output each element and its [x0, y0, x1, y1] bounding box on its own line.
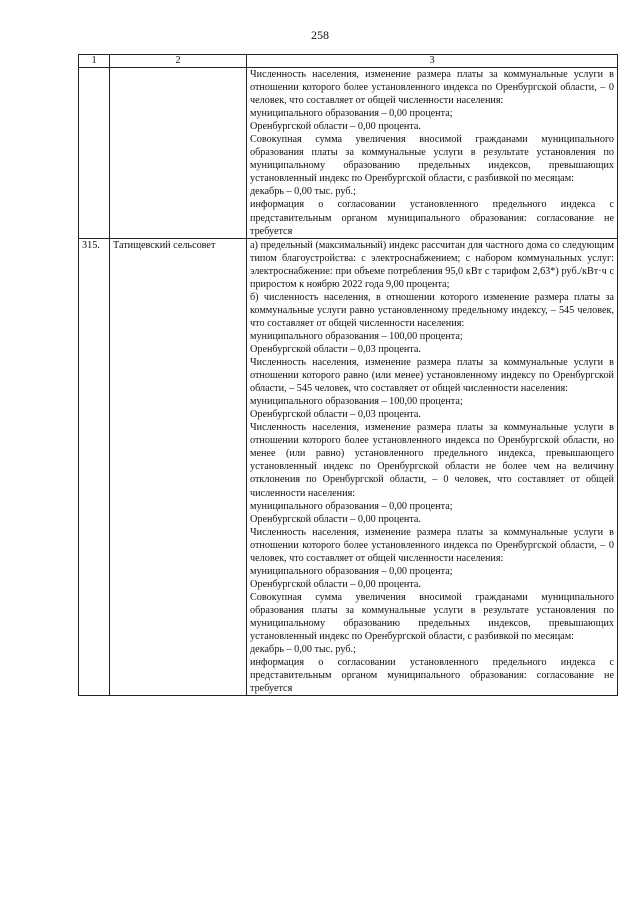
detail-paragraph: Численность населения, изменение размера платы за коммунальные услуги в отношении которого равно (или менее) установленному индексу по Оренбургской области, – 545 человек, что составляет от общей численности населения: — [250, 357, 614, 395]
header-col-2: 2 — [110, 55, 247, 68]
header-col-1: 1 — [79, 55, 110, 68]
page-number: 258 — [311, 28, 329, 42]
detail-paragraph: Оренбургской области – 0,00 процента. — [250, 578, 421, 590]
row-details — [247, 238, 618, 696]
detail-paragraph: муниципального образования – 0,00 процента; — [250, 565, 453, 577]
detail-paragraph: Оренбургской области – 0,00 процента. — [250, 513, 421, 525]
detail-paragraph: Оренбургской области – 0,00 процента. — [250, 121, 421, 133]
row-details — [247, 68, 618, 239]
detail-paragraph: декабрь – 0,00 тыс. руб.; — [250, 186, 356, 198]
municipality-name — [110, 68, 247, 239]
detail-paragraph: Оренбургской области – 0,03 процента. — [250, 409, 421, 421]
detail-paragraph: информация о согласовании установленного предельного индекса с представительным органом муниципального образования: согласование не требуется — [250, 199, 614, 237]
detail-paragraph: Численность населения, изменение размера платы за коммунальные услуги в отношении которого более установленного индекса по Оренбургской области, но менее (или равно) установленного предельного индекса, превышающего установленный индекс по Оренбургской области не более чем на величину отклонения по Оренбургской области, – 0 человек, что составляет от общей численности населения: — [250, 422, 614, 499]
detail-paragraph: а) предельный (максимальный) индекс рассчитан для частного дома со следующим типом благоустройства: с электроснабжением; с набором коммунальных услуг: электроснабжение: при объеме потребления 95,0 кВт с тарифом 2,63*) руб./кВт·ч с приростом к ноябрю 2022 года 9,00 процента; — [250, 239, 614, 290]
header-col-3: 3 — [247, 55, 618, 68]
detail-paragraph: Совокупная сумма увеличения вносимой гражданами муниципального образования платы за коммунальные услуги в результате установления по муниципальному образованию предельных индексов, превышающих установленный индекс по Оренбургской области, с разбивкой по месяцам: — [250, 134, 614, 185]
detail-paragraph: муниципального образования – 100,00 процента; — [250, 396, 463, 408]
table-row — [79, 238, 618, 696]
detail-paragraph: муниципального образования – 0,00 процента; — [250, 500, 453, 512]
detail-paragraph: Численность населения, изменение размера платы за коммунальные услуги в отношении которого более установленного индекса по Оренбургской области, – 0 человек, что составляет от общей численности населения: — [250, 69, 614, 107]
row-number — [79, 68, 110, 239]
detail-paragraph: Совокупная сумма увеличения вносимой гражданами муниципального образования платы за коммунальные услуги в результате установления по муниципальному образованию предельных индексов, превышающих установленный индекс по Оренбургской области, с разбивкой по месяцам: — [250, 591, 614, 643]
detail-paragraph: Оренбургской области – 0,03 процента. — [250, 343, 421, 355]
table-header-row — [79, 55, 618, 68]
detail-paragraph: б) численность населения, в отношении которого изменение размера платы за коммунальные услуги равно установленному предельному индексу, – 545 человек, что составляет от общей численности населения: — [250, 291, 614, 329]
row-number: 315. — [79, 238, 110, 696]
detail-paragraph: декабрь – 0,00 тыс. руб.; — [250, 644, 356, 656]
detail-paragraph: муниципального образования – 100,00 процента; — [250, 330, 463, 342]
detail-paragraph: Численность населения, изменение размера платы за коммунальные услуги в отношении которого более установленного индекса по Оренбургской области, – 0 человек, что составляет от общей численности населения: — [250, 526, 614, 564]
table-row — [79, 68, 618, 239]
detail-paragraph: муниципального образования – 0,00 процента; — [250, 108, 453, 120]
detail-paragraph: информация о согласовании установленного предельного индекса с представительным органом муниципального образования: согласование не требуется — [250, 657, 614, 695]
document-table — [78, 54, 618, 696]
municipality-name: Татищевский сельсовет — [110, 238, 247, 696]
